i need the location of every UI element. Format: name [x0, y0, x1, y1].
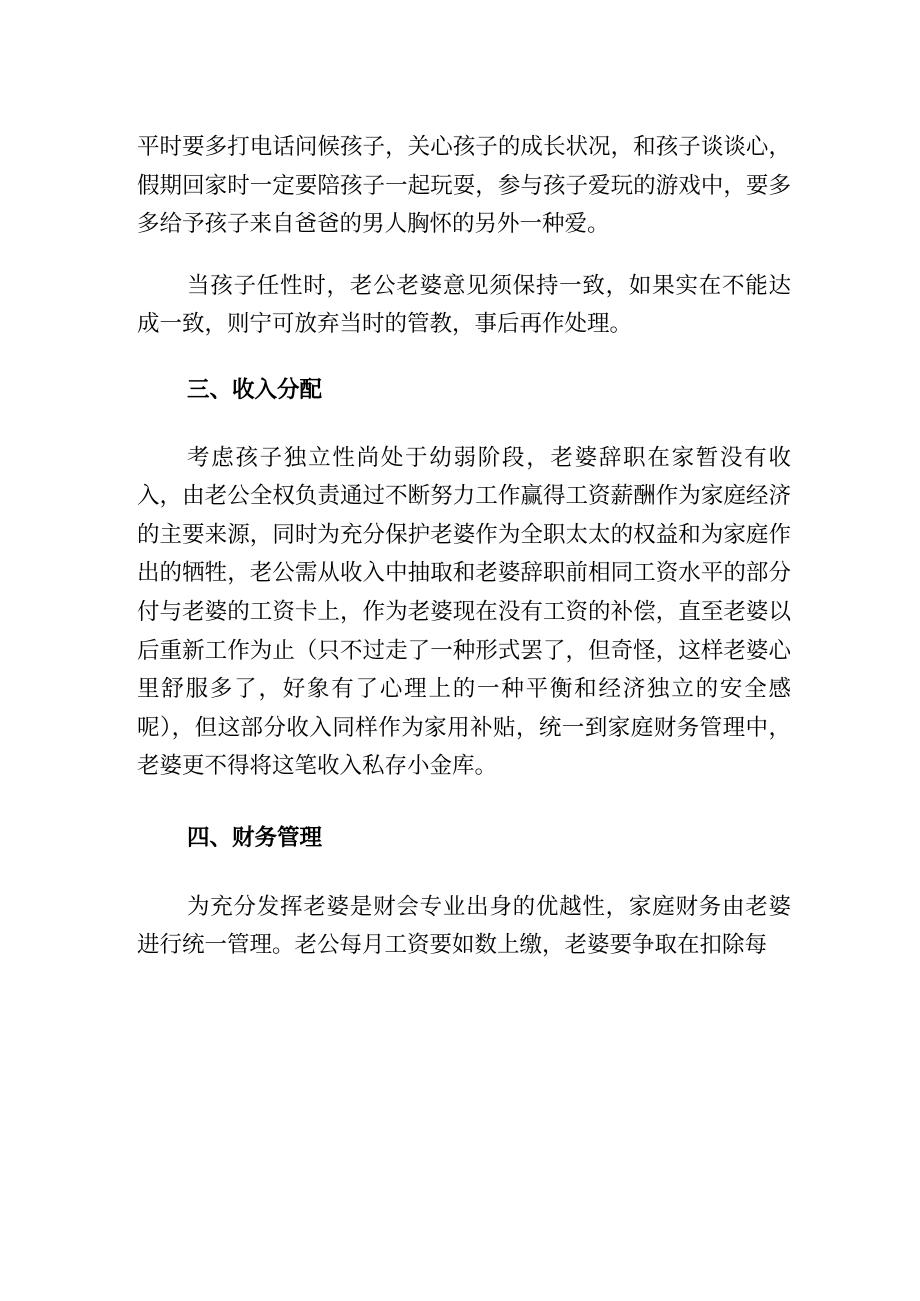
paragraph-finance-management: 为充分发挥老婆是财会专业出身的优越性，家庭财务由老婆进行统一管理。老公每月工资要如数上缴，老婆要争取在扣除每: [137, 893, 791, 959]
section-heading-finance: 四、财务管理: [187, 824, 323, 851]
paragraph-child-care: 平时要多打电话问候孩子，关心孩子的成长状况，和孩子谈谈心，假期回家时一定要陪孩子一起玩耍，参与孩子爱玩的游戏中，要多多给予孩子来自爸爸的男人胸怀的另外一种爱。: [137, 134, 791, 238]
section-heading-income: 三、收入分配: [187, 376, 323, 403]
paragraph-income-distribution: 考虑孩子独立性尚处于幼弱阶段，老婆辞职在家暂没有收入，由老公全权负责通过不断努力工作赢得工资薪酬作为家庭经济的主要来源，同时为充分保护老婆作为全职太太的权益和为家庭作出的牺牲，老公需从收入中抽取和老婆辞职前相同工资水平的部分付与老婆的工资卡上，作为老婆现在没有工资的补偿，直至老婆以后重新工作为止（只不过走了一种形式罢了，但奇怪，这样老婆心里舒服多了，好象有了心理上的一种平衡和经济独立的安全感呢），但这部分收入同样作为家用补贴，统一到家庭财务管理中，老婆更不得将这笔收入私存小金库。: [137, 444, 791, 780]
document-body: [137, 128, 791, 965]
paragraph-discipline: 当孩子任性时，老公老婆意见须保持一致，如果实在不能达成一致，则宁可放弃当时的管教，事后再作处理。: [137, 272, 791, 338]
